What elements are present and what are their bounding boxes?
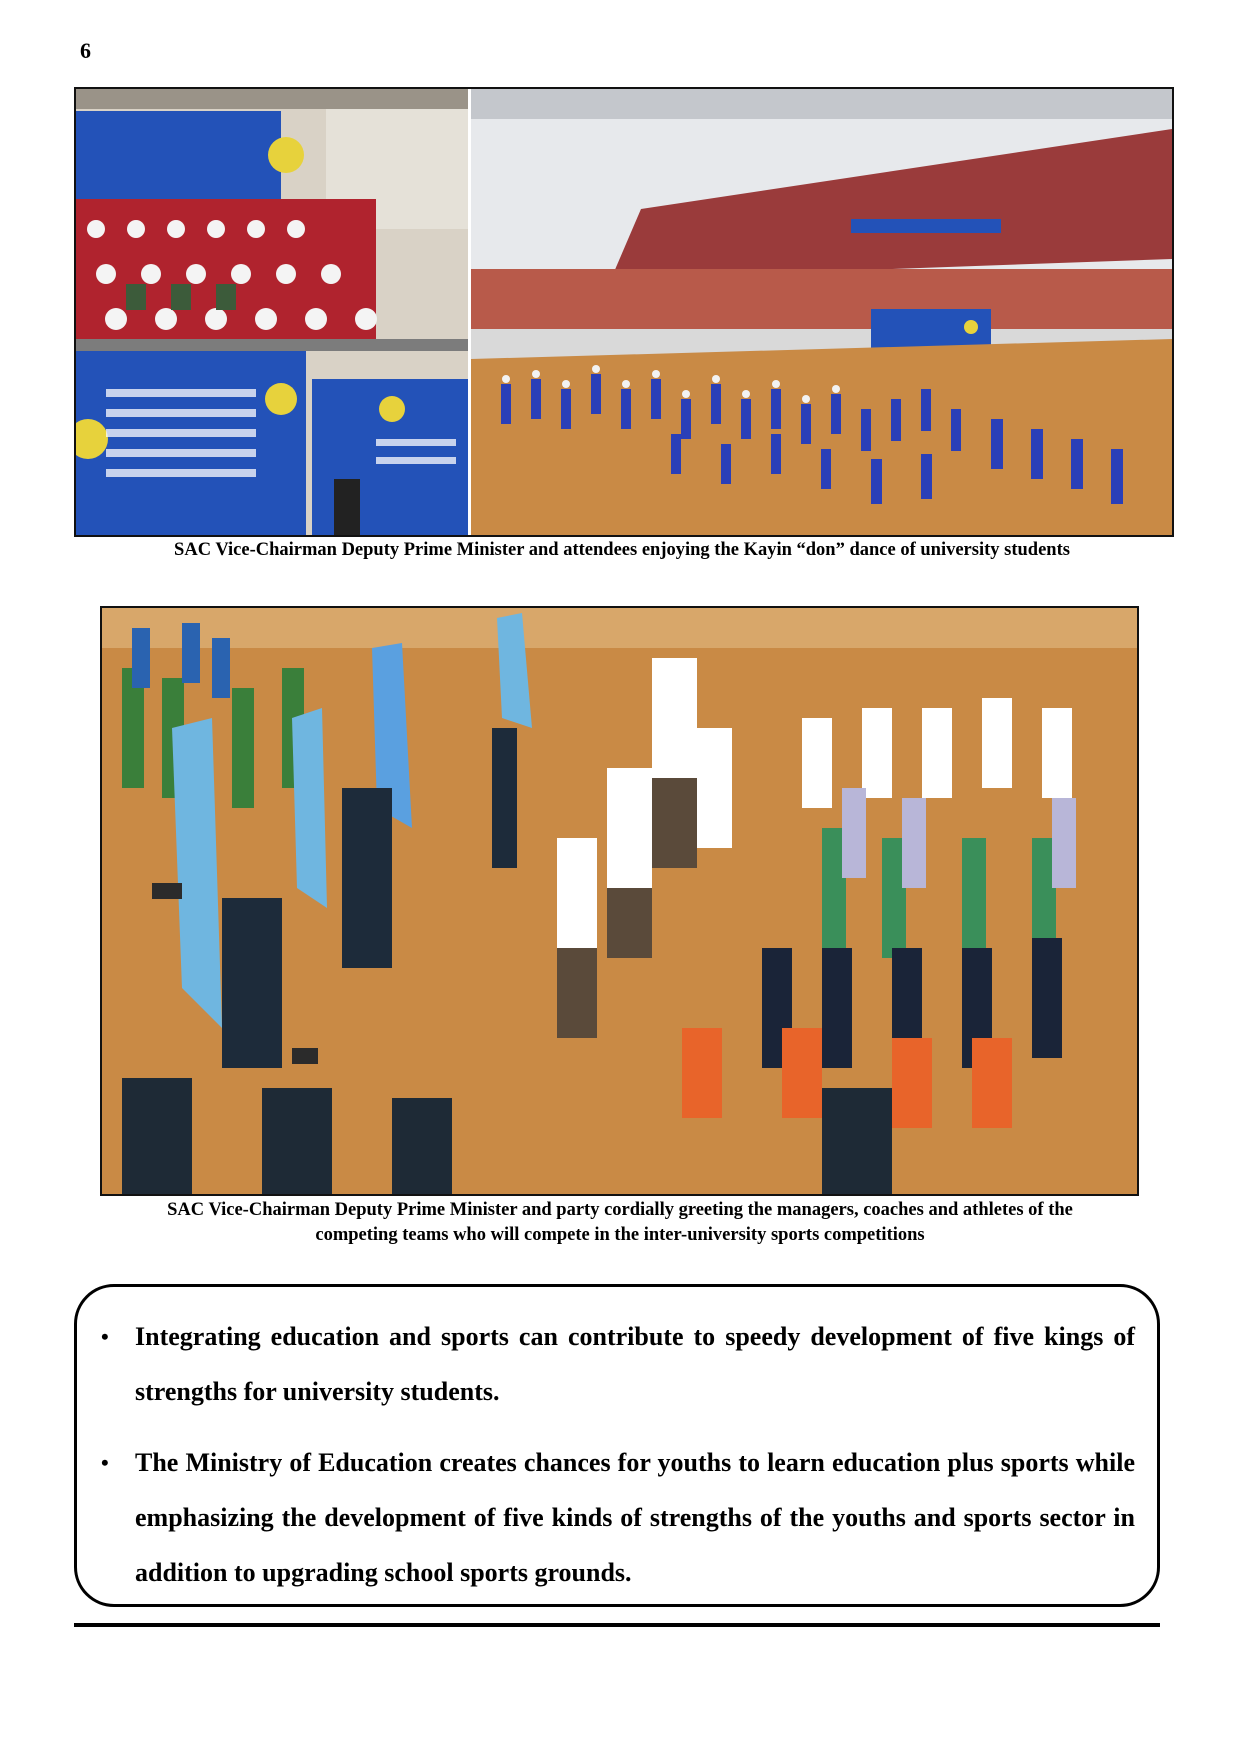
bottom-photo-caption-line2: competing teams who will compete in the inter-university sports competitions xyxy=(315,1225,925,1245)
highlight-box xyxy=(74,1284,1160,1607)
top-photo-row xyxy=(74,87,1174,537)
highlight-list xyxy=(101,1309,1135,1616)
bottom-photo-caption xyxy=(90,1198,1150,1248)
highlight-item xyxy=(101,1309,1135,1419)
highlight-item xyxy=(101,1435,1135,1600)
bullet-icon: • xyxy=(101,1450,109,1475)
greeting-athletes-photo xyxy=(100,606,1139,1196)
highlight-text: Integrating education and sports can contribute to speedy development of five kings of strengths for university students. xyxy=(135,1322,1135,1406)
stadium-dance-photo xyxy=(471,89,1172,535)
bottom-rule xyxy=(74,1623,1160,1627)
page-number: 6 xyxy=(80,38,91,63)
greeting-athletes-photo-icon xyxy=(102,608,1137,1194)
top-photo-caption: SAC Vice-Chairman Deputy Prime Minister and attendees enjoying the Kayin “don” dance of university students xyxy=(174,540,1070,560)
seated-officials-photo xyxy=(76,89,471,535)
bullet-icon: • xyxy=(101,1324,109,1349)
highlight-text: The Ministry of Education creates chances for youths to learn education plus sports while emphasizing the development of five kinds of strengths of the youths and sports sector in addition to upgrading school sports grounds. xyxy=(135,1448,1135,1587)
bottom-photo-caption-line1: SAC Vice-Chairman Deputy Prime Minister and party cordially greeting the managers, coaches and athletes of the xyxy=(167,1200,1073,1220)
stadium-dance-photo-icon xyxy=(471,89,1172,535)
seated-officials-photo-icon xyxy=(76,89,468,535)
